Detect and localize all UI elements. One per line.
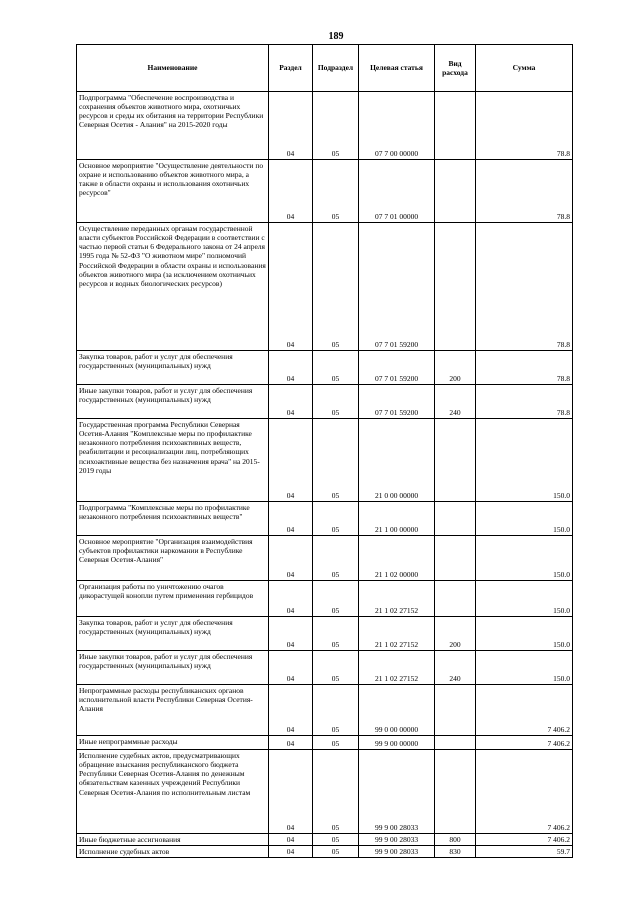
cell-section: 04 xyxy=(269,581,313,617)
header-name: Наименование xyxy=(77,45,269,92)
table-row xyxy=(77,502,573,536)
cell-subsection: 05 xyxy=(313,750,359,834)
cell-subsection: 05 xyxy=(313,92,359,160)
cell-subsection: 05 xyxy=(313,351,359,385)
cell-amount: 7 406.2 xyxy=(476,736,573,750)
cell-target: 07 7 01 00000 xyxy=(359,160,435,223)
cell-amount: 150.0 xyxy=(476,651,573,685)
table-row xyxy=(77,750,573,834)
cell-section: 04 xyxy=(269,385,313,419)
cell-expense-type: 200 xyxy=(435,617,476,651)
cell-name: Иные закупки товаров, работ и услуг для обеспечения государственных (муниципальных) нужд xyxy=(77,651,269,685)
cell-expense-type: 800 xyxy=(435,834,476,846)
cell-amount: 150.0 xyxy=(476,502,573,536)
cell-subsection: 05 xyxy=(313,834,359,846)
table-row xyxy=(77,351,573,385)
cell-subsection: 05 xyxy=(313,419,359,502)
cell-section: 04 xyxy=(269,846,313,858)
cell-expense-type: 830 xyxy=(435,846,476,858)
cell-amount: 78.8 xyxy=(476,351,573,385)
cell-target: 07 7 01 59200 xyxy=(359,385,435,419)
cell-target: 99 0 00 00000 xyxy=(359,685,435,736)
cell-target: 21 1 02 27152 xyxy=(359,617,435,651)
header-subsection: Подраздел xyxy=(313,45,359,92)
cell-name: Осуществление переданных органам государственной власти субъектов Российской Федерации в соответствии с частью первой статьи 6 Федерального закона от 24 апреля 1995 года № 52-ФЗ "О животном мире" полномочий Российской Федерации в области охраны и использования объектов животного мира (за исключением охотничьих ресурсов и водных биологических ресурсов) xyxy=(77,223,269,351)
table-body xyxy=(77,92,573,858)
table-row xyxy=(77,846,573,858)
cell-section: 04 xyxy=(269,92,313,160)
cell-expense-type: 200 xyxy=(435,351,476,385)
cell-expense-type xyxy=(435,92,476,160)
cell-target: 21 1 02 27152 xyxy=(359,581,435,617)
budget-table xyxy=(76,44,573,858)
table-row xyxy=(77,834,573,846)
table-row xyxy=(77,651,573,685)
table-row xyxy=(77,536,573,581)
cell-amount: 7 406.2 xyxy=(476,685,573,736)
cell-amount: 78.8 xyxy=(476,92,573,160)
cell-name: Непрограммные расходы республиканских органов исполнительной власти Республики Северная Осетия-Алания xyxy=(77,685,269,736)
cell-subsection: 05 xyxy=(313,617,359,651)
table-row xyxy=(77,419,573,502)
cell-expense-type xyxy=(435,581,476,617)
cell-amount: 78.8 xyxy=(476,160,573,223)
cell-target: 07 7 01 59200 xyxy=(359,223,435,351)
cell-name: Иные закупки товаров, работ и услуг для обеспечения государственных (муниципальных) нужд xyxy=(77,385,269,419)
table-row xyxy=(77,92,573,160)
table-row xyxy=(77,160,573,223)
cell-target: 21 0 00 00000 xyxy=(359,419,435,502)
cell-expense-type xyxy=(435,223,476,351)
cell-target: 99 9 00 28033 xyxy=(359,834,435,846)
cell-expense-type xyxy=(435,419,476,502)
cell-target: 07 7 01 59200 xyxy=(359,351,435,385)
cell-amount: 7 406.2 xyxy=(476,750,573,834)
table-header xyxy=(77,45,573,92)
cell-target: 99 9 00 00000 xyxy=(359,736,435,750)
header-expense-type: Вид расхода xyxy=(435,45,476,92)
table-row xyxy=(77,385,573,419)
cell-expense-type xyxy=(435,536,476,581)
cell-target: 21 1 02 00000 xyxy=(359,536,435,581)
cell-name: Подпрограмма "Обеспечение воспроизводства и сохранения объектов животного мира, охотничьих ресурсов и среды их обитания на территории Республики Северная Осетия - Алания" на 2015-2020 годы xyxy=(77,92,269,160)
cell-section: 04 xyxy=(269,419,313,502)
cell-subsection: 05 xyxy=(313,223,359,351)
page-number: 189 xyxy=(328,31,344,42)
table-row xyxy=(77,617,573,651)
cell-expense-type xyxy=(435,736,476,750)
cell-section: 04 xyxy=(269,160,313,223)
cell-amount: 78.8 xyxy=(476,223,573,351)
cell-section: 04 xyxy=(269,736,313,750)
cell-expense-type xyxy=(435,750,476,834)
cell-name: Государственная программа Республики Северная Осетия-Алания "Комплексные меры по профилактике незаконного потребления психоактивных веществ, реабилитации и ресоциализации лиц, потребляющих психоактивные вещества без назначения врача" на 2015-2019 годы xyxy=(77,419,269,502)
header-amount: Сумма xyxy=(476,45,573,92)
cell-name: Иные непрограммные расходы xyxy=(77,736,269,750)
cell-target: 99 9 00 28033 xyxy=(359,846,435,858)
cell-amount: 150.0 xyxy=(476,617,573,651)
cell-amount: 150.0 xyxy=(476,581,573,617)
cell-subsection: 05 xyxy=(313,385,359,419)
cell-subsection: 05 xyxy=(313,160,359,223)
cell-target: 21 1 02 27152 xyxy=(359,651,435,685)
cell-amount: 59.7 xyxy=(476,846,573,858)
cell-subsection: 05 xyxy=(313,581,359,617)
cell-subsection: 05 xyxy=(313,685,359,736)
cell-name: Исполнение судебных актов xyxy=(77,846,269,858)
cell-expense-type: 240 xyxy=(435,651,476,685)
cell-target: 99 9 00 28033 xyxy=(359,750,435,834)
cell-expense-type: 240 xyxy=(435,385,476,419)
cell-target: 21 1 00 00000 xyxy=(359,502,435,536)
cell-section: 04 xyxy=(269,502,313,536)
cell-section: 04 xyxy=(269,834,313,846)
cell-subsection: 05 xyxy=(313,502,359,536)
cell-name: Иные бюджетные ассигнования xyxy=(77,834,269,846)
table-row xyxy=(77,685,573,736)
cell-name: Исполнение судебных актов, предусматривающих обращение взыскания республиканского бюджета Республики Северная Осетия-Алания по денежным обязательствам казенных учреждений Республики Северная Осетия-Алания по исполнительным листам xyxy=(77,750,269,834)
cell-section: 04 xyxy=(269,617,313,651)
cell-name: Закупка товаров, работ и услуг для обеспечения государственных (муниципальных) нужд xyxy=(77,617,269,651)
table-row xyxy=(77,736,573,750)
cell-name: Подпрограмма "Комплексные меры по профилактике незаконного потребления психоактивных веществ" xyxy=(77,502,269,536)
cell-name: Основное мероприятие "Осуществление деятельности по охране и использованию объектов животного мира, а также в области охраны и использования охотничьих ресурсов" xyxy=(77,160,269,223)
cell-name: Закупка товаров, работ и услуг для обеспечения государственных (муниципальных) нужд xyxy=(77,351,269,385)
cell-section: 04 xyxy=(269,223,313,351)
cell-section: 04 xyxy=(269,351,313,385)
cell-section: 04 xyxy=(269,651,313,685)
cell-amount: 78.8 xyxy=(476,385,573,419)
cell-subsection: 05 xyxy=(313,736,359,750)
cell-name: Организация работы по уничтожению очагов дикорастущей конопли путем применения гербицидов xyxy=(77,581,269,617)
table-row xyxy=(77,223,573,351)
cell-amount: 150.0 xyxy=(476,419,573,502)
cell-amount: 7 406.2 xyxy=(476,834,573,846)
cell-expense-type xyxy=(435,502,476,536)
table-row xyxy=(77,581,573,617)
cell-name: Основное мероприятие "Организация взаимодействия субъектов профилактики наркомании в Республике Северная Осетия-Алания" xyxy=(77,536,269,581)
cell-section: 04 xyxy=(269,750,313,834)
cell-target: 07 7 00 00000 xyxy=(359,92,435,160)
cell-subsection: 05 xyxy=(313,651,359,685)
header-target: Целевая статья xyxy=(359,45,435,92)
cell-expense-type xyxy=(435,160,476,223)
cell-amount: 150.0 xyxy=(476,536,573,581)
cell-subsection: 05 xyxy=(313,846,359,858)
cell-subsection: 05 xyxy=(313,536,359,581)
cell-section: 04 xyxy=(269,536,313,581)
header-section: Раздел xyxy=(269,45,313,92)
header-row xyxy=(77,45,573,92)
cell-section: 04 xyxy=(269,685,313,736)
cell-expense-type xyxy=(435,685,476,736)
